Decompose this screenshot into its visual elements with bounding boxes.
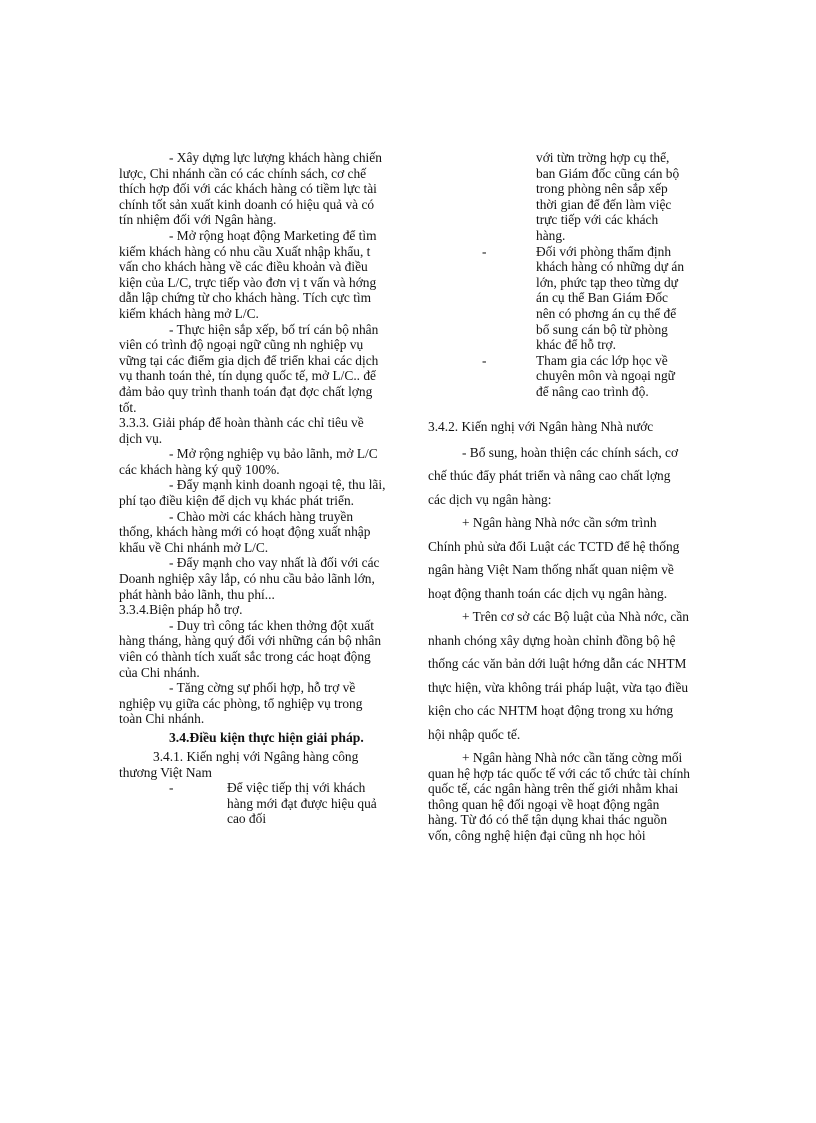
- bullet-text: Tham gia các lớp học về chuyên môn và ngoại ngữ để nâng cao trình độ.: [536, 352, 675, 399]
- section-heading-3-3-4: 3.3.4.Biện pháp hỗ trợ.: [119, 602, 243, 618]
- section-heading-3-4: 3.4.Điều kiện thực hiện giải pháp.: [169, 729, 364, 745]
- section-heading-3-4-1: 3.4.1. Kiến nghị với Ngâng hàng công thương Việt Nam: [119, 748, 359, 780]
- right-column: [428, 150, 690, 844]
- paragraph: - Đẩy mạnh kinh doanh ngoại tệ, thu lãi, phí tạo điều kiện để dịch vụ khác phát triển.: [119, 477, 386, 509]
- bullet-item: [428, 244, 690, 353]
- bullet-dash: -: [169, 780, 174, 796]
- paragraph: - Thực hiện sắp xếp, bố trí cán bộ nhân viên có trình độ ngoại ngữ cũng nh nghiệp vụ vững tại các điểm gia dịch để triển khai các dịch vụ thanh toán thẻ, tín dụng quốc tế, mở L/C.. để đảm bảo quy trình thanh toán đạt đợc chất lợng tốt.: [119, 321, 379, 415]
- bullet-item: [428, 353, 690, 400]
- bullet-item: [119, 780, 387, 827]
- left-column: [119, 150, 387, 827]
- section-heading-3-4-2: 3.4.2. Kiến nghị với Ngân hàng Nhà nước: [428, 418, 654, 434]
- section-3-4-2: [428, 418, 690, 747]
- bullet-dash: -: [482, 243, 487, 259]
- paragraph: - Chào mời các khách hàng truyền thống, khách hàng mới có hoạt động xuất nhập khẩu về Chi nhánh mở L/C.: [119, 508, 371, 555]
- paragraph: - Mở rộng nghiệp vụ bảo lãnh, mở L/C các khách hàng ký quỹ 100%.: [119, 446, 378, 477]
- paragraph: - Xây dựng lực lượng khách hàng chiến lược, Chi nhánh cần có các chính sách, cơ chế thích hợp đối với các khách hàng có tiềm lực tài chính tốt sản xuất kinh doanh có hiệu quả và có tín nhiệm đối với Ngân hàng.: [119, 150, 382, 228]
- paragraph: - Duy trì công tác khen thởng đột xuất hàng tháng, hàng quý đối với những cán bộ nhân viên có thành tích xuất sắc trong các hoạt động của Chi nhánh.: [119, 617, 382, 680]
- paragraph: + Trên cơ sở các Bộ luật của Nhà nớc, cần nhanh chóng xây dựng hoàn chỉnh đồng bộ hệ thống các văn bản dới luật hớng dẫn các NHTM thực hiện, vừa không trái pháp luật, vừa tạo điều kiện cho các NHTM hoạt động trong xu hớng hội nhập quốc tế.: [428, 609, 689, 742]
- paragraph: + Ngân hàng Nhà nớc cần tăng cờng mối quan hệ hợp tác quốc tế với các tổ chức tài chính quốc tế, các ngân hàng trên thế giới nhằm khai thông quan hệ đối ngoại về hoạt động ngân hàng. Từ đó có thể tận dụng khai thác nguồn vốn, công nghệ hiện đại cũng nh học hỏi: [428, 750, 690, 843]
- bullet-text: Đối với phòng thẩm định khách hàng có những dự án lớn, phức tạp theo từng dự án cụ thể Ban Giám Đốc nên có phơng án cụ thể để bổ sung cán bộ từ phòng khác để hỗ trợ.: [536, 243, 685, 353]
- paragraph: + Ngân hàng Nhà nớc cần sớm trình Chính phủ sửa đổi Luật các TCTD để hệ thống ngân hàng Việt Nam thống nhất quan niệm về hoạt động thanh toán các dịch vụ ngân hàng.: [428, 515, 680, 601]
- paragraph: - Đẩy mạnh cho vay nhất là đối với các Doanh nghiệp xây lắp, có nhu cầu bảo lãnh lớn, phát hành bảo lãnh, thu phí...: [119, 555, 380, 602]
- paragraph: - Mở rộng hoạt động Marketing để tìm kiếm khách hàng có nhu cầu Xuất nhập khẩu, t vấn cho khách hàng về các điều khoản và điều kiện của L/C, trực tiếp vào đơn vị t vấn và hớng dẫn lập chứng từ cho khách hàng. Tích cực tìm kiếm khách hàng mở L/C.: [119, 227, 377, 321]
- paragraph: - Bổ sung, hoàn thiện các chính sách, cơ chế thúc đẩy phát triển và nâng cao chất lợng các dịch vụ ngân hàng:: [428, 444, 679, 507]
- paragraph: - Tăng cờng sự phối hợp, hỗ trợ về nghiệp vụ giữa các phòng, tổ nghiệp vụ trong toàn Chi nhánh.: [119, 680, 363, 727]
- paragraph-continuation: với từn trờng hợp cụ thể, ban Giám đốc cũng cán bộ trong phòng nên sắp xếp thời gian để đến làm việc trực tiếp với các khách hàng.: [536, 150, 680, 243]
- bullet-text: Để việc tiếp thị với khách hàng mới đạt được hiệu quả cao đối: [227, 780, 377, 827]
- spacer: [428, 400, 690, 418]
- bullet-dash: -: [482, 352, 487, 368]
- section-heading-3-3-3: 3.3.3. Giải pháp để hoàn thành các chỉ tiêu về dịch vụ.: [119, 415, 364, 446]
